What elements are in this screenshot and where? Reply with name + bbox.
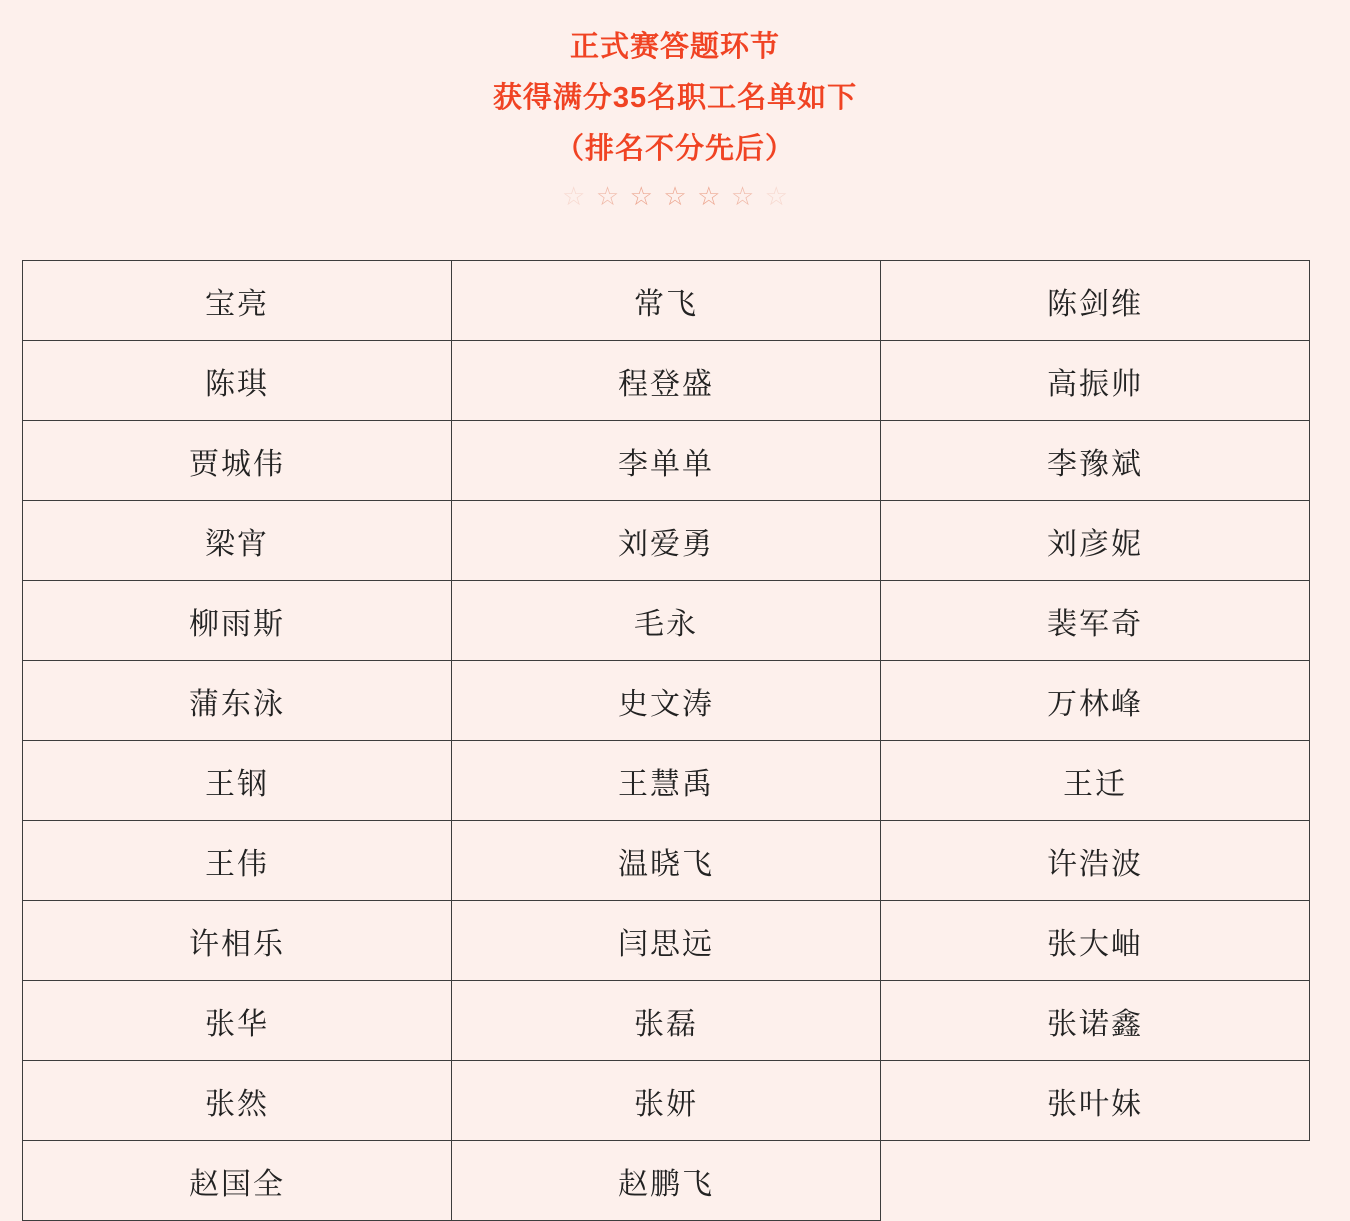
table-row [23, 741, 1310, 821]
name-cell: 赵国全 [23, 1141, 452, 1221]
table-row [23, 421, 1310, 501]
name-cell: 裴军奇 [881, 581, 1310, 661]
name-cell: 王迁 [881, 741, 1310, 821]
name-cell: 张磊 [452, 981, 881, 1061]
star-icon: ☆ [697, 181, 721, 211]
name-cell: 贾城伟 [23, 421, 452, 501]
name-cell: 张大岫 [881, 901, 1310, 981]
header-line-1: 正式赛答题环节 [569, 31, 780, 63]
table-row [23, 581, 1310, 661]
name-cell: 常飞 [452, 261, 881, 341]
name-cell: 温晓飞 [452, 821, 881, 901]
name-cell: 史文涛 [452, 661, 881, 741]
header-line-2: 获得满分35名职工名单如下 [492, 82, 858, 114]
table-row [23, 261, 1310, 341]
name-cell: 程登盛 [452, 341, 881, 421]
table-row [23, 661, 1310, 741]
name-cell: 陈剑维 [881, 261, 1310, 341]
page-header [0, 0, 1350, 211]
name-cell: 许相乐 [23, 901, 452, 981]
name-cell: 宝亮 [23, 261, 452, 341]
name-cell: 许浩波 [881, 821, 1310, 901]
name-cell: 张诺鑫 [881, 981, 1310, 1061]
name-cell: 陈琪 [23, 341, 452, 421]
name-cell: 李豫斌 [881, 421, 1310, 501]
name-cell-empty [881, 1141, 1310, 1221]
winner-name-table-container [22, 260, 1310, 1221]
name-cell: 刘彦妮 [881, 501, 1310, 581]
table-row [23, 501, 1310, 581]
name-cell: 张叶妹 [881, 1061, 1310, 1141]
name-cell: 张妍 [452, 1061, 881, 1141]
table-row [23, 821, 1310, 901]
table-row [23, 341, 1310, 421]
name-cell: 柳雨斯 [23, 581, 452, 661]
name-cell: 赵鹏飞 [452, 1141, 881, 1221]
star-icon: ☆ [629, 181, 653, 211]
star-icon: ☆ [562, 181, 586, 211]
table-row [23, 901, 1310, 981]
winner-name-table [22, 260, 1310, 1221]
name-cell: 王钢 [23, 741, 452, 821]
star-divider [0, 181, 1350, 211]
star-icon: ☆ [663, 181, 687, 211]
name-cell: 梁宵 [23, 501, 452, 581]
table-row [23, 1141, 1310, 1221]
star-icon: ☆ [764, 181, 788, 211]
star-icon: ☆ [595, 181, 620, 211]
name-cell: 毛永 [452, 581, 881, 661]
name-cell: 蒲东泳 [23, 661, 452, 741]
name-cell: 张华 [23, 981, 452, 1061]
name-cell: 高振帅 [881, 341, 1310, 421]
name-cell: 李单单 [452, 421, 881, 501]
star-icon: ☆ [730, 181, 755, 211]
name-cell: 万林峰 [881, 661, 1310, 741]
name-cell: 王伟 [23, 821, 452, 901]
name-cell: 刘爱勇 [452, 501, 881, 581]
name-cell: 张然 [23, 1061, 452, 1141]
header-line-3: （排名不分先后） [554, 133, 795, 165]
name-cell: 王慧禹 [452, 741, 881, 821]
table-row [23, 981, 1310, 1061]
table-row [23, 1061, 1310, 1141]
name-cell: 闫思远 [452, 901, 881, 981]
